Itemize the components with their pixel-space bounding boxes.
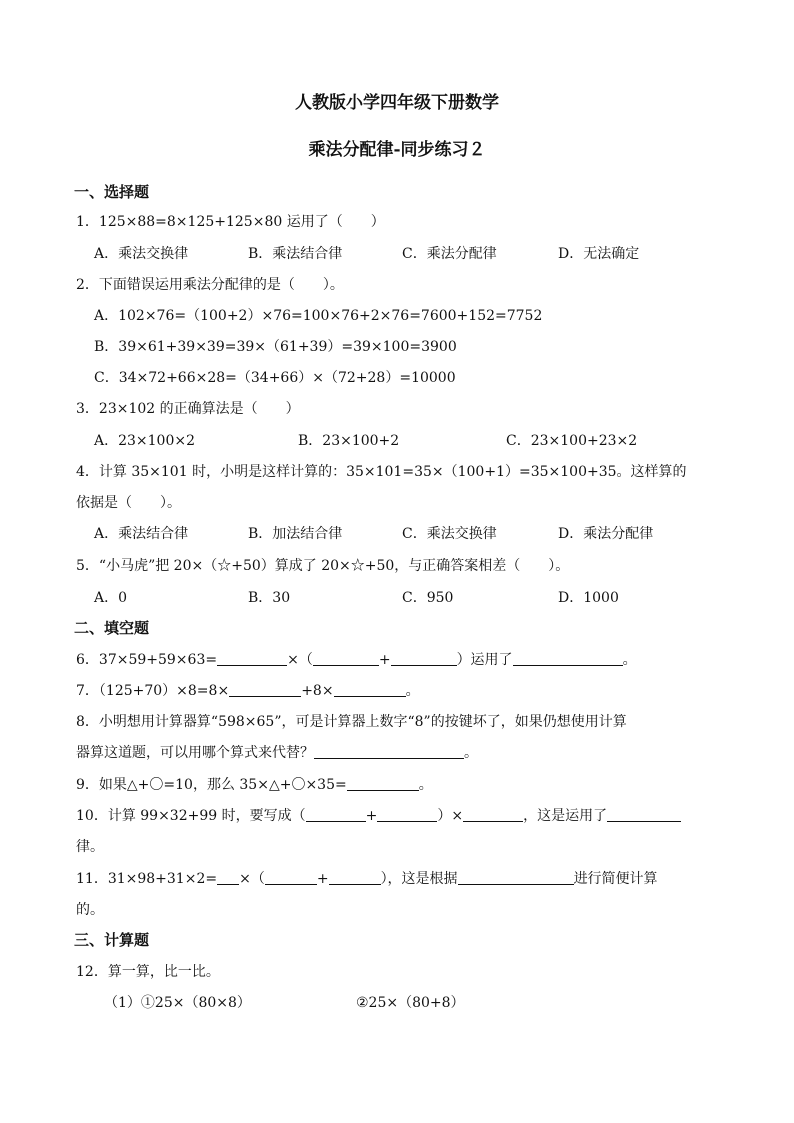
question-11-text-5: 进行简便计算 [573, 871, 658, 887]
question-10-text-2: + [365, 808, 378, 824]
question-4-option-d: D．乘法分配律 [558, 526, 654, 542]
question-6-blank-1[interactable] [217, 651, 287, 666]
question-7-blank-1[interactable] [229, 682, 301, 697]
question-8-blank[interactable] [314, 744, 464, 759]
question-3-stem: 3．23×102 的正确算法是（ ） [76, 401, 300, 417]
page-title: 人教版小学四年级下册数学 [295, 93, 499, 113]
question-12-stem: 12．算一算，比一比。 [76, 964, 220, 980]
question-6-text-3: + [378, 652, 391, 668]
question-1-option-c: C．乘法分配律 [402, 246, 497, 262]
question-7 [76, 681, 420, 701]
question-11-line-1 [76, 869, 658, 889]
question-9-blank[interactable] [347, 776, 419, 791]
question-11-blank-1[interactable] [217, 870, 239, 885]
question-1-stem: 1．125×88=8×125+125×80 运用了（ ） [76, 214, 385, 230]
question-10-text-4: ，这是运用了 [523, 808, 608, 824]
page-subtitle: 乘法分配律-同步练习２ [308, 140, 486, 160]
question-11-blank-2[interactable] [265, 870, 317, 885]
question-4-option-a: A．乘法结合律 [94, 526, 189, 542]
section-heading-fill-blank: 二、填空题 [74, 619, 150, 637]
question-3-option-c: C．23×100+23×2 [506, 433, 638, 449]
question-7-text-2: +8× [301, 683, 334, 699]
question-2-option-b: B．39×61+39×39=39×（61+39）=39×100=3900 [94, 339, 457, 355]
question-11-blank-3[interactable] [329, 870, 381, 885]
question-8-line-2 [76, 743, 478, 763]
question-10-blank-3[interactable] [463, 807, 523, 822]
question-4-stem-line-1: 4．计算 35×101 时，小明是这样计算的：35×101=35×（100+1）=35×100+35。这样算的 [76, 464, 687, 480]
question-11-blank-4[interactable] [458, 870, 574, 885]
question-7-text-3: 。 [405, 683, 420, 699]
question-10-line-1 [76, 806, 681, 826]
question-11-text-4: ），这是根据 [380, 871, 458, 887]
question-2-option-c: C．34×72+66×28=（34+66）×（72+28）=10000 [94, 370, 456, 386]
question-3-option-a: A．23×100×2 [94, 433, 196, 449]
question-10-text-3: ）× [437, 808, 464, 824]
question-10-blank-4[interactable] [607, 807, 681, 822]
question-11-text-3: + [316, 871, 329, 887]
question-4-stem-line-2: 依据是（ ）。 [76, 495, 181, 511]
question-4-option-c: C．乘法交换律 [402, 526, 497, 542]
question-5-option-a: A．0 [94, 590, 128, 606]
question-3-option-b: B．23×100+2 [298, 433, 400, 449]
question-1-option-b: B．乘法结合律 [248, 246, 343, 262]
question-5-option-d: D．1000 [558, 590, 619, 606]
question-10-blank-1[interactable] [306, 807, 366, 822]
question-12-sub-2: ②25×（80+8） [356, 995, 465, 1011]
question-6-blank-4[interactable] [513, 651, 623, 666]
question-6-text-1: 6．37×59+59×63= [76, 652, 218, 668]
question-5-option-c: C．950 [402, 590, 454, 606]
question-10-blank-2[interactable] [377, 807, 437, 822]
question-9-text-1: 9．如果△+〇=10，那么 35×△+〇×35= [76, 777, 347, 793]
question-6-blank-3[interactable] [391, 651, 457, 666]
question-6-text-5: 。 [622, 652, 637, 668]
question-5-stem: 5．“小马虎”把 20×（☆+50）算成了 20×☆+50，与正确答案相差（ ）。 [76, 558, 570, 574]
question-8-text-1: 器算这道题，可以用哪个算式来代替？ [76, 745, 314, 761]
question-2-stem: 2．下面错误运用乘法分配律的是（ ）。 [76, 277, 344, 293]
question-10-line-2: 律。 [76, 839, 104, 855]
question-11-text-2: ×（ [239, 871, 265, 887]
question-6-blank-2[interactable] [313, 651, 379, 666]
question-2-option-a: A．102×76=（100+2）×76=100×76+2×76=7600+152=7752 [94, 308, 543, 324]
question-1-option-a: A．乘法交换律 [94, 246, 189, 262]
question-1-option-d: D．无法确定 [558, 246, 640, 262]
question-8-line-1: 8．小明想用计算器算“598×65”，可是计算器上数字“8”的按键坏了，如果仍想使用计算 [76, 714, 627, 730]
question-11-text-1: 11．31×98+31×2= [76, 871, 218, 887]
question-7-text-1: 7．（125+70）×8=8× [76, 683, 230, 699]
question-7-blank-2[interactable] [334, 682, 406, 697]
question-11-line-2: 的。 [76, 902, 104, 918]
question-9 [76, 775, 433, 795]
question-4-option-b: B．加法结合律 [248, 526, 343, 542]
question-5-option-b: B．30 [248, 590, 291, 606]
question-10-text-1: 10．计算 99×32+99 时，要写成（ [76, 808, 306, 824]
question-6-text-4: ）运用了 [456, 652, 513, 668]
question-9-text-2: 。 [418, 777, 433, 793]
question-6 [76, 650, 637, 670]
question-6-text-2: ×（ [287, 652, 313, 668]
section-heading-choice: 一、选择题 [74, 183, 150, 201]
section-heading-calculation: 三、计算题 [74, 931, 150, 949]
question-12-sub-1: （1）①25×（80×8） [104, 995, 251, 1011]
question-8-text-2: 。 [464, 745, 478, 761]
